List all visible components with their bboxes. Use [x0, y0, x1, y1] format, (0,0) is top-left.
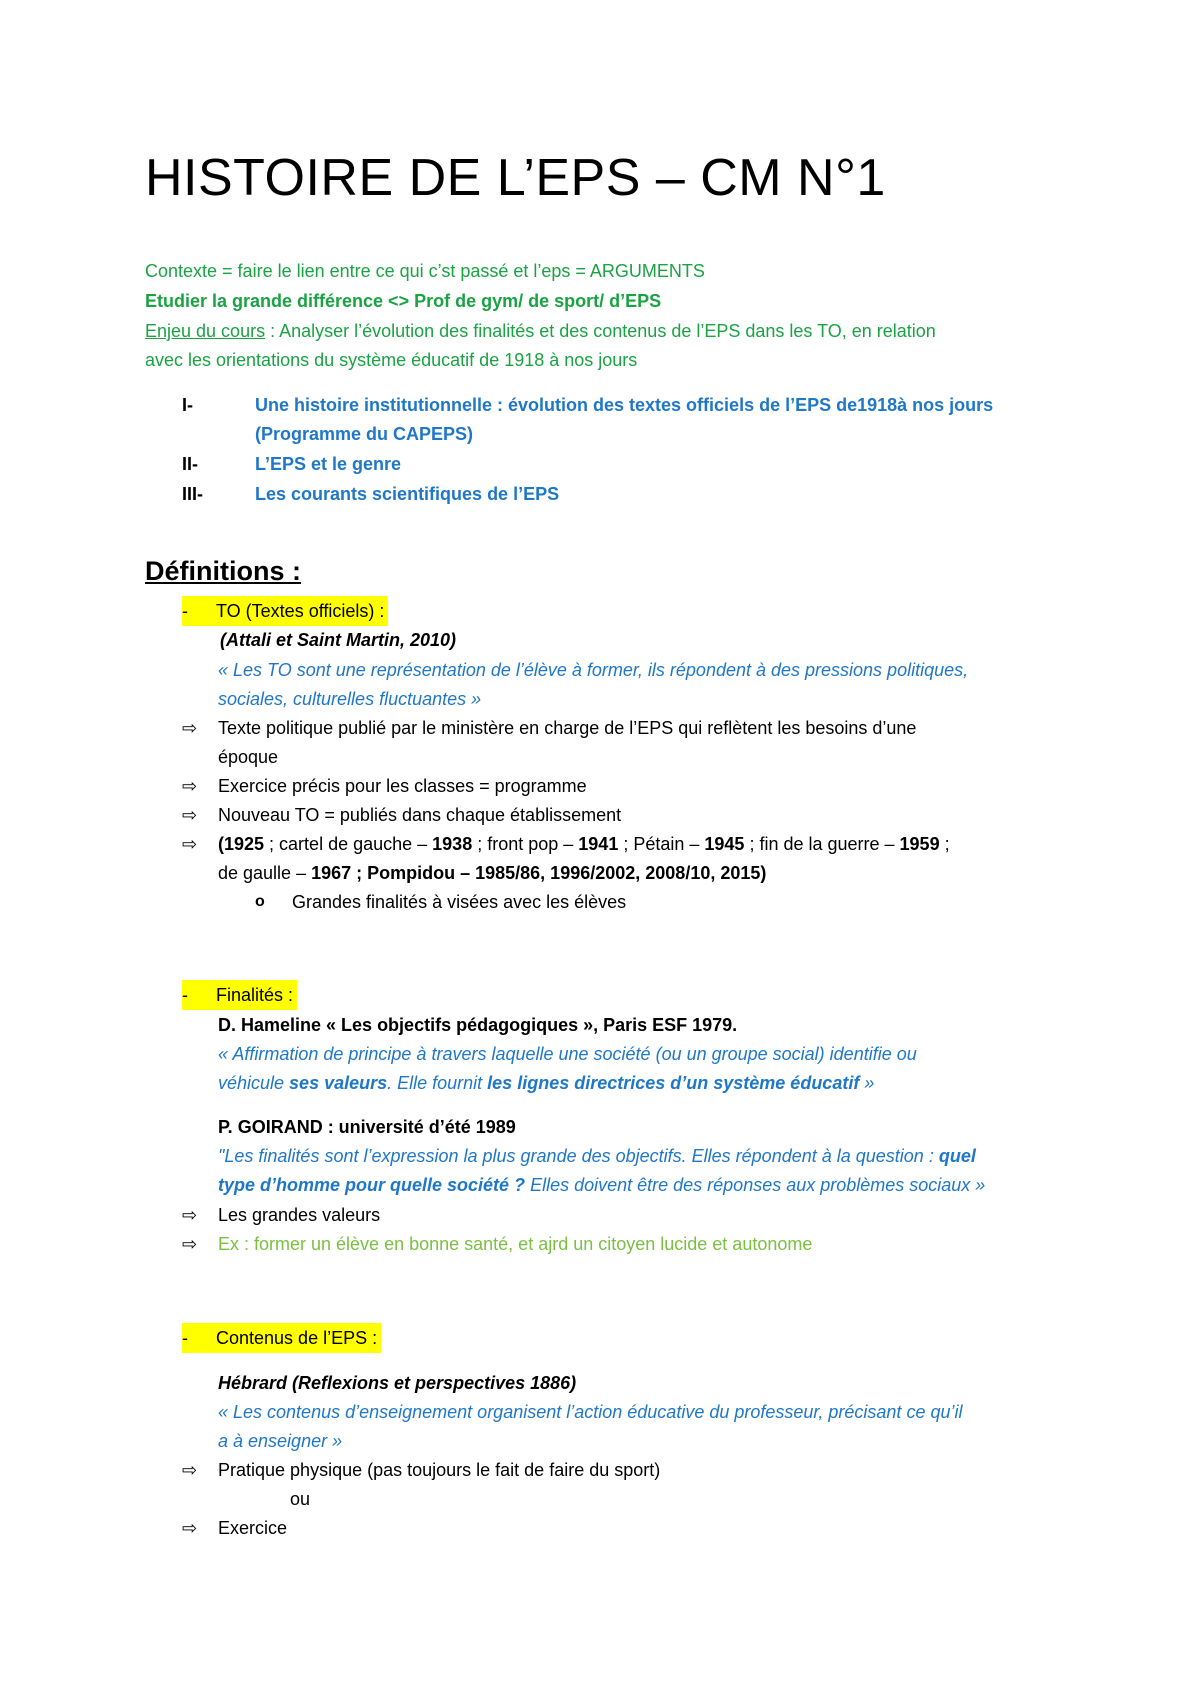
context-line: Contexte = faire le lien entre ce qui c’st passé et l’eps = ARGUMENTS	[145, 261, 705, 281]
to-label: TO (Textes officiels) :	[216, 601, 385, 621]
arrow-icon: ⇨	[182, 1518, 198, 1538]
contenus-point-2: Exercice	[218, 1518, 288, 1538]
to-sub-point: Grandes finalités à visées avec les élèves	[292, 892, 627, 912]
finalites-point-2: Ex : former un élève en bonne santé, et ajrd un citoyen lucide et autonome	[218, 1234, 813, 1254]
date-text: ; cartel de gauche –	[264, 834, 433, 854]
course-stake-text: : Analyser l’évolution des finalités et des contenus de l’EPS dans les TO, en relation	[265, 321, 936, 341]
finalites-quote-2-line-1	[218, 1141, 976, 1171]
date-text: ; Pétain –	[618, 834, 705, 854]
arrow-icon: ⇨	[182, 834, 198, 854]
date-1945: 1945	[704, 834, 745, 854]
contenus-quote-line-1: « Les contenus d’enseignement organisent l’action éducative du professeur, précisant ce qu’il	[218, 1402, 963, 1422]
to-dates-line-1	[218, 829, 950, 859]
contenus-label: Contenus de l’EPS :	[216, 1328, 378, 1348]
plan-number-2: II-	[182, 454, 198, 474]
to-bullet: -	[182, 601, 188, 621]
quote-text: véhicule	[218, 1073, 290, 1093]
contenus-bullet: -	[182, 1328, 188, 1348]
date-text: de gaulle –	[218, 863, 312, 883]
course-stake-line-2: avec les orientations du système éducatif de 1918 à nos jours	[145, 350, 638, 370]
date-text: ; front pop –	[472, 834, 579, 854]
quote-text: Elles doivent être des réponses aux problèmes sociaux »	[525, 1175, 986, 1195]
contenus-quote-line-2: a à enseigner »	[218, 1431, 343, 1451]
quote-emphasis: type d’homme pour quelle société ?	[218, 1175, 526, 1195]
date-1959: 1959	[899, 834, 940, 854]
arrow-icon: ⇨	[182, 718, 198, 738]
study-line: Etudier la grande différence <> Prof de gym/ de sport/ d’EPS	[145, 291, 662, 311]
page-title: HISTOIRE DE L’EPS – CM N°1	[145, 149, 886, 207]
to-heading	[182, 596, 388, 626]
to-quote-line-2: sociales, culturelles fluctuantes »	[218, 689, 482, 709]
arrow-icon: ⇨	[182, 805, 198, 825]
quote-emphasis: quel	[938, 1146, 976, 1166]
finalites-point-1: Les grandes valeurs	[218, 1205, 381, 1225]
quote-emphasis: ses valeurs	[289, 1073, 388, 1093]
arrow-icon: ⇨	[182, 776, 198, 796]
to-reference: (Attali et Saint Martin, 2010)	[220, 630, 457, 650]
arrow-icon: ⇨	[182, 1234, 198, 1254]
date-1925: (1925	[218, 834, 265, 854]
finalites-bullet: -	[182, 985, 188, 1005]
contenus-heading	[182, 1323, 381, 1353]
finalites-reference-2: P. GOIRAND : université d’été 1989	[218, 1117, 516, 1137]
plan-number-1: I-	[182, 395, 193, 415]
to-point-1-line-1: Texte politique publié par le ministère en charge de l’EPS qui reflètent les besoins d’une	[218, 718, 917, 738]
quote-text: . Elle fournit	[387, 1073, 488, 1093]
date-1941: 1941	[578, 834, 619, 854]
finalites-heading	[182, 980, 297, 1010]
to-point-1-line-2: époque	[218, 747, 279, 767]
to-dates-line-2	[218, 858, 766, 888]
finalites-reference-1: D. Hameline « Les objectifs pédagogiques », Paris ESF 1979.	[218, 1015, 738, 1035]
to-quote-line-1: « Les TO sont une représentation de l’élève à former, ils répondent à des pressions politiques,	[218, 660, 969, 680]
course-stake-line	[145, 316, 936, 346]
course-stake-label: Enjeu du cours	[145, 321, 266, 341]
to-point-3: Nouveau TO = publiés dans chaque établissement	[218, 805, 622, 825]
plan-item-1-line-2: (Programme du CAPEPS)	[255, 424, 474, 444]
quote-emphasis: les lignes directrices d’un système éducatif	[487, 1073, 860, 1093]
quote-text: »	[859, 1073, 875, 1093]
plan-item-2: L’EPS et le genre	[255, 454, 402, 474]
plan-number-3: III-	[182, 484, 203, 504]
definitions-heading: Définitions :	[145, 556, 301, 586]
plan-item-3: Les courants scientifiques de l’EPS	[255, 484, 560, 504]
finalites-quote-2-line-2	[218, 1170, 985, 1200]
arrow-icon: ⇨	[182, 1460, 198, 1480]
sub-bullet-icon: o	[255, 893, 265, 910]
quote-text: "Les finalités sont l’expression la plus grande des objectifs. Elles répondent à la question :	[218, 1146, 939, 1166]
plan-item-1-line-1: Une histoire institutionnelle : évolution des textes officiels de l’EPS de1918à nos jours	[255, 395, 994, 415]
finalites-quote-1-line-2	[218, 1068, 874, 1098]
date-text: ; fin de la guerre –	[744, 834, 900, 854]
contenus-reference: Hébrard (Reflexions et perspectives 1886)	[218, 1373, 577, 1393]
contenus-or: ou	[290, 1489, 311, 1509]
contenus-point-1: Pratique physique (pas toujours le fait de faire du sport)	[218, 1460, 661, 1480]
to-point-2: Exercice précis pour les classes = programme	[218, 776, 587, 796]
finalites-quote-1-line-1: « Affirmation de principe à travers laquelle une société (ou un groupe social) identifie ou	[218, 1044, 917, 1064]
finalites-label: Finalités :	[216, 985, 294, 1005]
date-text: ;	[939, 834, 950, 854]
date-1967-onwards: 1967 ; Pompidou – 1985/86, 1996/2002, 2008/10, 2015)	[311, 863, 767, 883]
date-1938: 1938	[432, 834, 473, 854]
arrow-icon: ⇨	[182, 1205, 198, 1225]
